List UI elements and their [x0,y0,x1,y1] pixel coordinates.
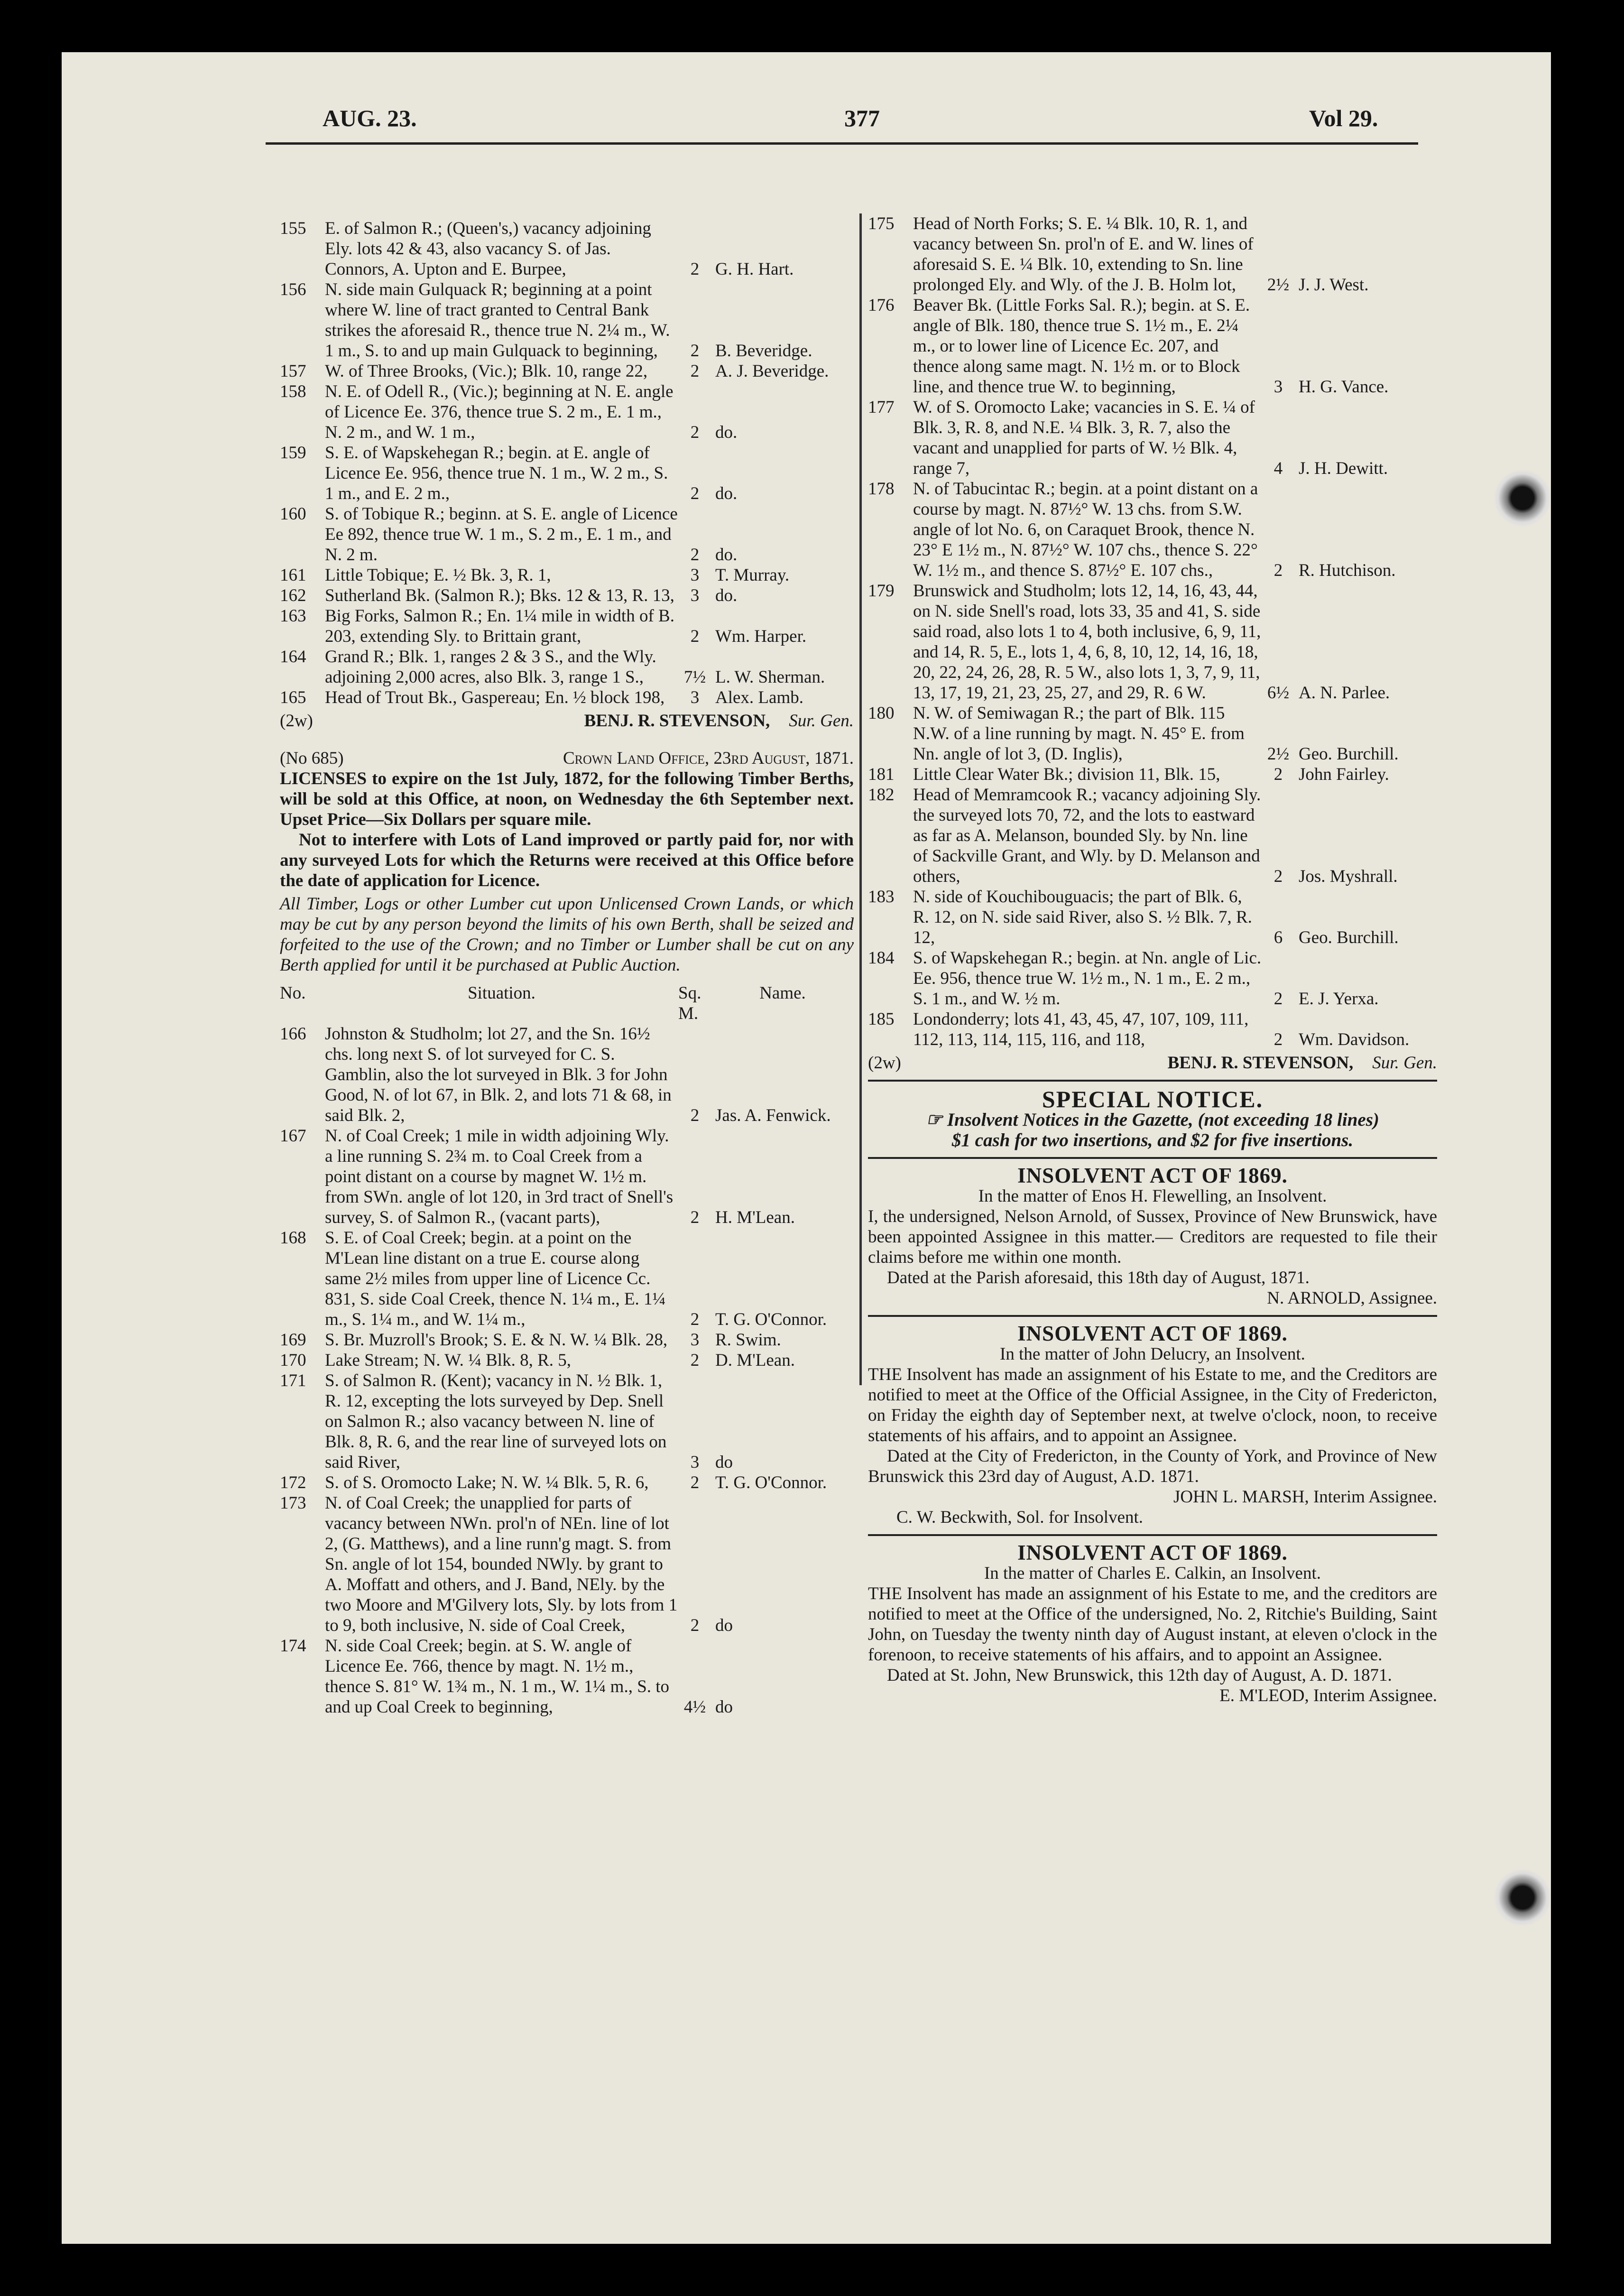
special-notice-line-1: ☞ Insolvent Notices in the Gazette, (not exceeding 18 lines) [926,1110,1379,1130]
entry-number: 166 [280,1024,306,1044]
left-entries [280,218,854,708]
entry-number: 172 [280,1473,306,1492]
entry-number: 169 [280,1330,306,1350]
entry-square-miles: 7½ [683,667,706,687]
entry-number: 165 [280,688,306,707]
entry-square-miles: 2 [1273,867,1283,886]
timber-berth-entry [868,479,1437,581]
entry-name: D. M'Lean. [715,1351,795,1370]
insolvent1-matter: In the matter of Enos H. Flewelling, an Insolvent. [978,1186,1327,1206]
entry-number: 158 [280,382,306,401]
entry-name: L. W. Sherman. [715,667,825,687]
entry-square-miles: 3 [690,1453,700,1472]
notice-paragraph-2: Not to interfere with Lots of Land improved or partly paid for, nor with any surveyed Lots for which the Returns were received at this Office before the date of application for Licence. [280,830,854,890]
entry-situation: N. side main Gulquack R; beginning at a point where W. line of tract granted to Central Bank strikes the aforesaid R., thence true N. 2¼ m., W. 1 m., S. to and up main Gulquack to beginning, [325,280,670,361]
entry-situation: Little Tobique; E. ½ Bk. 3, R. 1, [325,565,551,585]
entry-situation: S. E. of Coal Creek; begin. at a point on the M'Lean line distant on a true E. course along same 2½ miles from upper line of Licence Cc. 831, S. side Coal Creek, thence N. 1¼ m., E. 1¼ m., S. 1¼ m., and W. 1¼ m., [325,1228,666,1329]
timber-berth-entry [280,606,854,647]
insolvent2-title: INSOLVENT ACT OF 1869. [1017,1322,1288,1345]
entry-name: T. G. O'Connor. [715,1473,827,1492]
insolvent3-sign: E. M'LEOD, Interim Assignee. [1219,1686,1437,1705]
entry-situation: W. of S. Oromocto Lake; vacancies in S. E. ¼ of Blk. 3, R. 8, and N.E. ¼ Blk. 3, R. 7, also the vacant and unapplied for parts of W. ½ Blk. 4, range 7, [913,398,1255,478]
entry-number: 157 [280,361,306,381]
col-head-name: Name. [759,983,806,1003]
entry-number: 181 [868,765,895,784]
entry-number: 185 [868,1009,895,1029]
timber-berth-entry [280,1330,854,1350]
entry-name: G. H. Hart. [715,259,794,279]
entry-number: 184 [868,948,895,968]
special-notice-line-2: $1 cash for two insertions, and $2 for five insertions. [951,1130,1354,1150]
entry-name: do. [715,586,738,605]
insolvent2-sign: JOHN L. MARSH, Interim Assignee. [1173,1487,1437,1507]
notice-entries-left [280,1024,854,1717]
entry-square-miles: 2 [1273,1030,1283,1049]
entry-square-miles: 2 [690,1106,700,1125]
notice-paragraph-3: All Timber, Logs or other Lumber cut upon Unlicensed Crown Lands, or which may be cut by any person beyond the limits of his own Berth, shall be seized and forfeited to the use of the Crown; and no Timber or Lumber shall be cut on any Berth applied for until it be purchased at Public Auction. [280,894,854,975]
entry-situation: S. of Tobique R.; beginn. at S. E. angle of Licence Ee 892, thence true W. 1 m., S. 2 m., E. 1 m., and N. 2 m. [325,504,678,565]
insolvent3-matter: In the matter of Charles E. Calkin, an Insolvent. [984,1564,1321,1583]
insolvent2-matter: In the matter of John Delucry, an Insolvent. [1000,1344,1305,1364]
insolvent3-dated: Dated at St. John, New Brunswick, this 12th day of August, A. D. 1871. [887,1666,1392,1685]
timber-berth-entry [280,1636,854,1717]
entry-name: T. Murray. [715,565,790,585]
timber-berth-entry [280,381,854,443]
col-head-no: No. [280,983,306,1003]
binder-hole-top [1494,470,1551,527]
entry-number: 176 [868,296,895,315]
entry-name: do [715,1616,733,1635]
insolvent3-body: THE Insolvent has made an assignment of his Estate to me, and the creditors are notified to meet at the Office of the undersigned, No. 2, Ritchie's Building, Saint John, on Tuesday the twenty ninth day of August instant, at eleven o'clock in the forenoon, to receive statements of his affairs, and to appoint an Assignee. [868,1584,1437,1665]
timber-berth-entry [868,397,1437,479]
entry-name: Wm. Davidson. [1299,1030,1410,1049]
entry-square-miles: 6 [1273,928,1283,947]
notice-paragraph-1: LICENSES to expire on the 1st July, 1872, for the following Timber Berths, will be sold at this Office, at noon, on Wednesday the 6th September next. Upset Price—Six Dollars per square mile. [280,769,854,829]
entry-situation: N. of Coal Creek; 1 mile in width adjoining Wly. a line running S. 2¾ m. to Coal Creek from a point distant on a course by magnet W. 1½ m. from SWn. angle of lot 120, in 3rd tract of Snell's survey, S. of Salmon R., (vacant parts), [325,1126,674,1227]
header-rule [266,142,1418,145]
entry-square-miles: 6½ [1267,683,1290,703]
entry-situation: N. of Coal Creek; the unapplied for parts of vacancy between NWn. prol'n of NEn. line of lot 2, (G. Matthews), and a line runn'g magt. S. from Sn. angle of lot 154, bounded NWly. by grant to A. Moffatt and others, and J. Band, NEly. by the two Moore and M'Gilvery lots, Sly. by lots from 1 to 9, both inclusive, N. side of Coal Creek, [325,1493,678,1635]
entry-square-miles: 2 [690,545,700,565]
timber-berth-entry [280,1350,854,1370]
entry-situation: E. of Salmon R.; (Queen's,) vacancy adjoining Ely. lots 42 & 43, also vacancy S. of Jas. Connors, A. Upton and E. Burpee, [325,219,651,279]
entry-situation: N. E. of Odell R., (Vic.); beginning at N. E. angle of Licence Ee. 376, thence true S. 2 m., E. 1 m., N. 2 m., and W. 1 m., [325,382,674,442]
insolvent2-sign2: C. W. Beckwith, Sol. for Insolvent. [896,1508,1144,1527]
entry-square-miles: 3 [690,586,700,605]
entry-square-miles: 2½ [1267,744,1290,764]
entry-situation: Sutherland Bk. (Salmon R.); Bks. 12 & 13, R. 13, [325,586,674,605]
entry-name: B. Beveridge. [715,341,812,361]
entry-name: R. Swim. [715,1330,781,1350]
left-sig-code: (2w) [280,711,313,731]
entry-situation: Beaver Bk. (Little Forks Sal. R.); begin. at S. E. angle of Blk. 180, thence true S. 1½ m., E. 2¼ m., or to lower line of Licence Ec. 207, and thence along same magt. N. 1½ m. or to Block line, and thence true W. to beginning, [913,296,1250,397]
entry-name: T. G. O'Connor. [715,1310,827,1329]
timber-berth-entry [280,565,854,585]
entry-name: Jas. A. Fenwick. [715,1106,831,1125]
notice-number: (No 685) [280,749,344,768]
insolvent2-body: THE Insolvent has made an assignment of his Estate to me, and the Creditors are notified to meet at the Office of the Official Assignee, in the City of Fredericton, on Friday the eighth day of September next, at twelve o'clock, noon, to receive statements of his affairs, and to appoint an Assignee. [868,1365,1437,1445]
entry-square-miles: 3 [690,1330,700,1350]
entry-number: 182 [868,785,895,805]
right-sig-title: Sur. Gen. [1372,1053,1437,1073]
entry-situation: Johnston & Studholm; lot 27, and the Sn. 16½ chs. long next S. of lot surveyed for C. S. Gamblin, also the lot surveyed in Blk. 3 for John Good, N. of lot 67, in Blk. 2, and lots 71 & 68, in said Blk. 2, [325,1024,672,1125]
column-divider [859,213,862,1385]
entry-situation: Big Forks, Salmon R.; En. 1¼ mile in width of B. 203, extending Sly. to Brittain grant, [325,606,674,646]
entry-situation: S. E. of Wapskehegan R.; begin. at E. angle of Licence Ee. 956, thence true N. 1 m., W. 2 m., S. 1 m., and E. 2 m., [325,443,668,503]
entry-situation: Grand R.; Blk. 1, ranges 2 & 3 S., and the Wly. adjoining 2,000 acres, also Blk. 3, range 1 S., [325,647,656,687]
entry-number: 179 [868,581,895,601]
entry-situation: S. of Wapskehegan R.; begin. at Nn. angle of Lic. Ee. 956, thence true W. 1½ m., N. 1 m., E. 2 m., S. 1 m., and W. ½ m. [913,948,1262,1009]
entry-name: Alex. Lamb. [715,688,803,707]
entry-name: do. [715,423,738,442]
binder-hole-bottom [1494,1869,1551,1926]
entry-number: 155 [280,219,306,238]
notice-office: Crown Land Office, 23rd August, 1871. [563,749,854,768]
entry-number: 167 [280,1126,306,1146]
divider-rule [868,1157,1437,1159]
entry-situation: Londonderry; lots 41, 43, 45, 47, 107, 109, 111, 112, 113, 114, 115, 116, and 118, [913,1009,1249,1049]
entry-square-miles: 2 [690,259,700,279]
entry-name: H. M'Lean. [715,1208,795,1227]
entry-square-miles: 2 [1273,765,1283,784]
entry-square-miles: 2 [690,627,700,646]
timber-berth-entry [280,1493,854,1636]
entry-square-miles: 2 [690,423,700,442]
entry-number: 160 [280,504,306,524]
entry-number: 161 [280,565,306,585]
entry-square-miles: 2 [1273,989,1283,1009]
divider-rule [868,1080,1437,1082]
header-volume: Vol 29. [1309,105,1378,131]
entry-name: J. J. West. [1299,275,1369,295]
entry-name: Geo. Burchill. [1299,928,1399,947]
entry-square-miles: 2 [690,1473,700,1492]
entry-number: 163 [280,606,306,626]
entry-name: R. Hutchison. [1299,561,1396,580]
timber-berth-entry [868,764,1437,785]
entry-number: 174 [280,1636,306,1656]
entry-square-miles: 2 [690,1351,700,1370]
insolvent1-title: INSOLVENT ACT OF 1869. [1017,1164,1288,1187]
entry-number: 180 [868,704,895,723]
timber-berth-entry [280,1370,854,1472]
right-sig-name: BENJ. R. STEVENSON, [1167,1053,1354,1073]
right-signature [868,1053,1437,1073]
entry-number: 183 [868,887,895,907]
left-signature [280,711,854,731]
entry-situation: S. of Salmon R. (Kent); vacancy in N. ½ Blk. 1, R. 12, excepting the lots surveyed by Dep. Snell on Salmon R.; also vacancy between N. line of Blk. 8, R. 6, and the rear line of surveyed lots on said River, [325,1371,667,1472]
entry-name: E. J. Yerxa. [1299,989,1379,1009]
entry-square-miles: 2 [690,1310,700,1329]
entry-square-miles: 4 [1273,459,1283,478]
entry-situation: Head of North Forks; S. E. ¼ Blk. 10, R. 1, and vacancy between Sn. prol'n of E. and W. lines of aforesaid S. E. ¼ Blk. 10, extending to Sn. line prolonged Ely. and Wly. of the J. B. Holm lot, [913,214,1254,295]
right-entries [868,213,1437,1050]
entry-situation: Lake Stream; N. W. ¼ Blk. 8, R. 5, [325,1351,571,1370]
timber-berth-entry [868,887,1437,948]
entry-name: Jos. Myshrall. [1299,867,1398,886]
entry-name: A. N. Parlee. [1299,683,1390,703]
special-notice-title: SPECIAL NOTICE. [1042,1086,1264,1112]
entry-number: 156 [280,280,306,299]
insolvent2-dated: Dated at the City of Fredericton, in the County of York, and Province of New Brunswick this 23rd day of August, A.D. 1871. [868,1446,1437,1486]
entry-situation: N. of Tabucintac R.; begin. at a point distant on a course by magt. N. 87½° W. 13 chs. from S.W. angle of lot No. 6, on Caraquet Brook, thence N. 23° E 1½ m., N. 87½° W. 107 chs., thence S. 22° W. 1½ m., and thence S. 87½° E. 107 chs., [913,479,1258,580]
entry-number: 178 [868,479,895,499]
entry-situation: Head of Trout Bk., Gaspereau; En. ½ block 198, [325,688,665,707]
entry-name: J. H. Dewitt. [1299,459,1388,478]
timber-berth-entry [280,1472,854,1493]
timber-berth-entry [280,504,854,565]
entry-square-miles: 3 [690,565,700,585]
insolvent1-dated: Dated at the Parish aforesaid, this 18th day of August, 1871. [887,1268,1310,1287]
entry-square-miles: 2 [690,341,700,361]
divider-rule [868,1315,1437,1317]
timber-berth-entry [280,1024,854,1126]
entry-situation: S. of S. Oromocto Lake; N. W. ¼ Blk. 5, R. 6, [325,1473,649,1492]
col-head-situation: Situation. [468,983,535,1003]
entry-square-miles: 4½ [683,1697,706,1717]
timber-berth-entry [280,585,854,606]
entry-square-miles: 2 [690,484,700,503]
right-column [868,213,1437,1706]
timber-berth-entry [280,361,854,381]
col-head-sq: Sq. M. [678,983,701,1023]
entry-name: Geo. Burchill. [1299,744,1399,764]
divider-rule [868,1534,1437,1536]
entry-square-miles: 3 [1273,377,1283,397]
timber-berth-entry [280,1126,854,1228]
entry-square-miles: 2 [690,361,700,381]
entry-name: John Fairley. [1299,765,1389,784]
entry-name: do. [715,545,738,565]
entry-square-miles: 2½ [1267,275,1290,295]
entry-number: 159 [280,443,306,463]
entry-number: 162 [280,586,306,605]
header-page-number: 377 [844,105,880,131]
timber-berth-entry [868,1009,1437,1050]
notice-header [280,748,854,768]
timber-berth-entry [868,295,1437,397]
entry-situation: Head of Memramcook R.; vacancy adjoining Sly. the surveyed lots 70, 72, and the lots to eastward as far as A. Melanson, bounded Sly. by Nn. line of Sackville Grant, and Wly. by D. Melanson and others, [913,785,1261,886]
entry-square-miles: 2 [1273,561,1283,580]
timber-berth-entry [868,948,1437,1009]
entry-number: 164 [280,647,306,667]
entry-name: H. G. Vance. [1299,377,1389,397]
entry-number: 168 [280,1228,306,1248]
entry-situation: W. of Three Brooks, (Vic.); Blk. 10, range 22, [325,361,648,381]
entry-number: 170 [280,1351,306,1370]
entry-square-miles: 2 [690,1616,700,1635]
timber-berth-entry [280,687,854,708]
insolvent1-sign: N. ARNOLD, Assignee. [1267,1288,1437,1308]
entry-situation: Little Clear Water Bk.; division 11, Blk. 15, [913,765,1220,784]
timber-berth-entry [280,218,854,279]
entry-name: do. [715,484,738,503]
timber-berth-entry [868,785,1437,887]
notice-column-headers [280,983,854,1024]
entry-situation: Brunswick and Studholm; lots 12, 14, 16, 43, 44, on N. side Snell's road, lots 33, 35 and 41, S. side said road, also lots 1 to 4, both inclusive, 6, 9, 11, and 14, R. 5, E., lots 1, 4, 6, 8, 10, 12, 14, 16, 18, 20, 22, 24, 26, 28, R. 5 W., also lots 1, 3, 7, 9, 11, 13, 17, 19, 21, 23, 25, 27, and 29, R. 6 W. [913,581,1261,703]
entry-situation: N. side Coal Creek; begin. at S. W. angle of Licence Ee. 766, thence by magt. N. 1½ m., thence S. 81° W. 1¾ m., N. 1 m., W. 1¼ m., S. to and up Coal Creek to beginning, [325,1636,670,1717]
entry-name: Wm. Harper. [715,627,807,646]
timber-berth-entry [280,279,854,361]
left-sig-title: Sur. Gen. [789,711,854,731]
entry-number: 177 [868,398,895,417]
entry-number: 173 [280,1493,306,1513]
right-sig-code: (2w) [868,1053,901,1073]
timber-berth-entry [868,213,1437,295]
header-date: AUG. 23. [323,105,417,131]
entry-name: A. J. Beveridge. [715,361,829,381]
timber-berth-entry [868,581,1437,703]
entry-situation: N. W. of Semiwagan R.; the part of Blk. 115 N.W. of a line running by magt. N. 45° E. from Nn. angle of lot 3, (D. Inglis), [913,704,1245,764]
timber-berth-entry [868,703,1437,764]
entry-situation: S. Br. Muzroll's Brook; S. E. & N. W. ¼ Blk. 28, [325,1330,668,1350]
entry-square-miles: 2 [690,1208,700,1227]
timber-berth-entry [280,1228,854,1330]
entry-name: do [715,1697,733,1717]
left-column [280,218,854,1717]
entry-square-miles: 3 [690,688,700,707]
entry-situation: N. side of Kouchibouguacis; the part of Blk. 6, R. 12, on N. side said River, also S. ½ Blk. 7, R. 12, [913,887,1252,947]
left-sig-name: BENJ. R. STEVENSON, [584,711,770,731]
entry-number: 175 [868,214,895,233]
entry-name: do [715,1453,733,1472]
entry-number: 171 [280,1371,306,1390]
timber-berth-entry [280,443,854,504]
insolvent3-title: INSOLVENT ACT OF 1869. [1017,1541,1288,1565]
timber-berth-entry [280,647,854,687]
insolvent1-body: I, the undersigned, Nelson Arnold, of Sussex, Province of New Brunswick, have been appointed Assignee in this matter.— Creditors are requested to file their claims before me within one month. [868,1207,1437,1267]
